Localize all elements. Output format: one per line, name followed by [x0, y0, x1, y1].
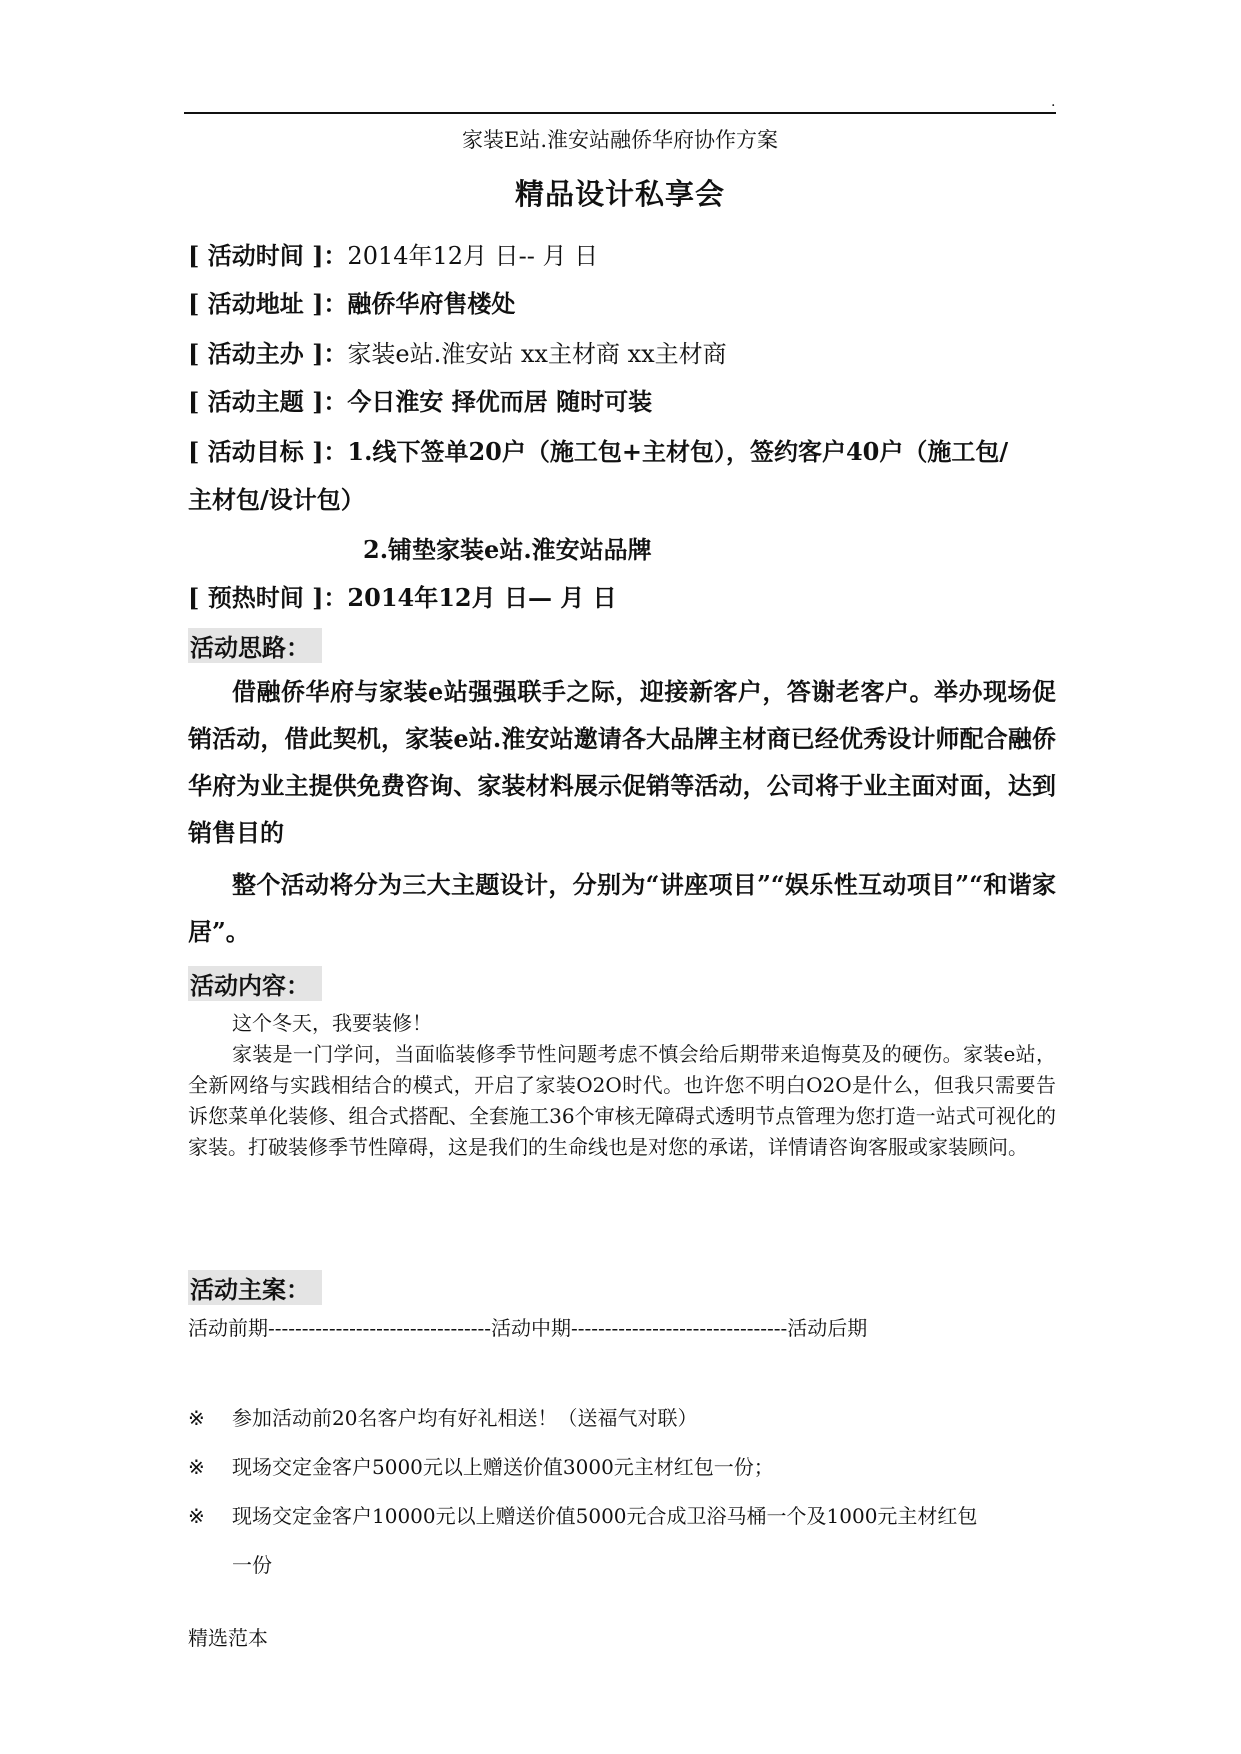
preheat-value: 2014年12月 日— 月 日 — [347, 583, 617, 612]
info-preheat — [188, 578, 617, 613]
content-line-1: 这个冬天，我要装修！ — [232, 1011, 432, 1035]
corner-dot: . — [1051, 94, 1056, 110]
info-time — [188, 236, 598, 271]
time-label: [ 活动时间 ]： — [188, 241, 348, 270]
host-label: [ 活动主办 ]： — [188, 339, 348, 368]
plan-heading: 活动主案： — [188, 1270, 322, 1305]
idea-paragraph-1: 借融侨华府与家装e站强强联手之际，迎接新客户，答谢老客户。举办现场促销活动，借此契机，家装e站.淮安站邀请各大品牌主材商已经优秀设计师配合融侨华府为业主提供免费咨询、家装材料展示促销等活动，公司将于业主面对面，达到销售目的 — [188, 677, 1056, 847]
plan-bullet-1 — [188, 1402, 697, 1431]
doc-header: 家装E站.淮安站融侨华府协作方案 — [461, 128, 778, 152]
place-label: [ 活动地址 ]： — [188, 289, 348, 318]
goal-value-1b: 主材包/设计包） — [188, 485, 365, 514]
info-goal — [188, 432, 1008, 467]
plan-bullet-3-continued: 一份 — [232, 1553, 272, 1577]
place-value: 融侨华府售楼处 — [347, 289, 516, 318]
host-value: 家装e站.淮安站 xx主材商 xx主材商 — [347, 340, 727, 368]
idea-heading: 活动思路： — [188, 628, 322, 663]
page-footer: 精选范本 — [188, 1626, 268, 1650]
bullet-text: 现场交定金客户10000元以上赠送价值5000元合成卫浴马桶一个及1000元主材红包 — [232, 1504, 978, 1528]
info-theme — [188, 382, 652, 417]
content-heading: 活动内容： — [188, 966, 322, 1001]
plan-bullet-2 — [188, 1451, 774, 1480]
info-place — [188, 284, 515, 319]
content-paragraph: 家装是一门学问，当面临装修季节性问题考虑不慎会给后期带来追悔莫及的硬伤。家装e站，全新网络与实践相结合的模式，开启了家装O2O时代。也许您不明白O2O是什么，但我只需要告诉您菜单化装修、组合式搭配、全套施工36个审核无障碍式透明节点管理为您打造一站式可视化的家装。打破装修季节性障碍，这是我们的生命线也是对您的承诺，详情请咨询客服或家装顾问。 — [188, 1042, 1056, 1159]
bullet-mark: ※ — [188, 1406, 205, 1430]
plan-timeline: 活动前期---------------------------------活动中期--------------------------------活动后期 — [188, 1316, 868, 1340]
goal-label: [ 活动目标 ]： — [188, 437, 348, 466]
bullet-text: 现场交定金客户5000元以上赠送价值3000元主材红包一份； — [232, 1455, 774, 1479]
bullet-mark: ※ — [188, 1504, 205, 1528]
time-value: 2014年12月 日-- 月 日 — [347, 242, 599, 270]
page-title: 精品设计私享会 — [514, 177, 725, 211]
theme-label: [ 活动主题 ]： — [188, 387, 348, 416]
preheat-label: [ 预热时间 ]： — [188, 583, 348, 612]
plan-bullet-3 — [188, 1500, 977, 1529]
info-host — [188, 334, 727, 369]
goal-value-2: 2.铺垫家装e站.淮安站品牌 — [363, 535, 652, 564]
bullet-text: 参加活动前20名客户均有好礼相送！（送福气对联） — [232, 1406, 698, 1430]
bullet-mark: ※ — [188, 1455, 205, 1479]
theme-value: 今日淮安 择优而居 随时可装 — [347, 387, 653, 416]
goal-value-1a: 1.线下签单20户（施工包+主材包），签约客户40户（施工包/ — [347, 437, 1009, 466]
idea-paragraph-2: 整个活动将分为三大主题设计，分别为“讲座项目”“娱乐性互动项目”“和谐家居”。 — [188, 870, 1056, 946]
header-rule — [184, 112, 1056, 114]
